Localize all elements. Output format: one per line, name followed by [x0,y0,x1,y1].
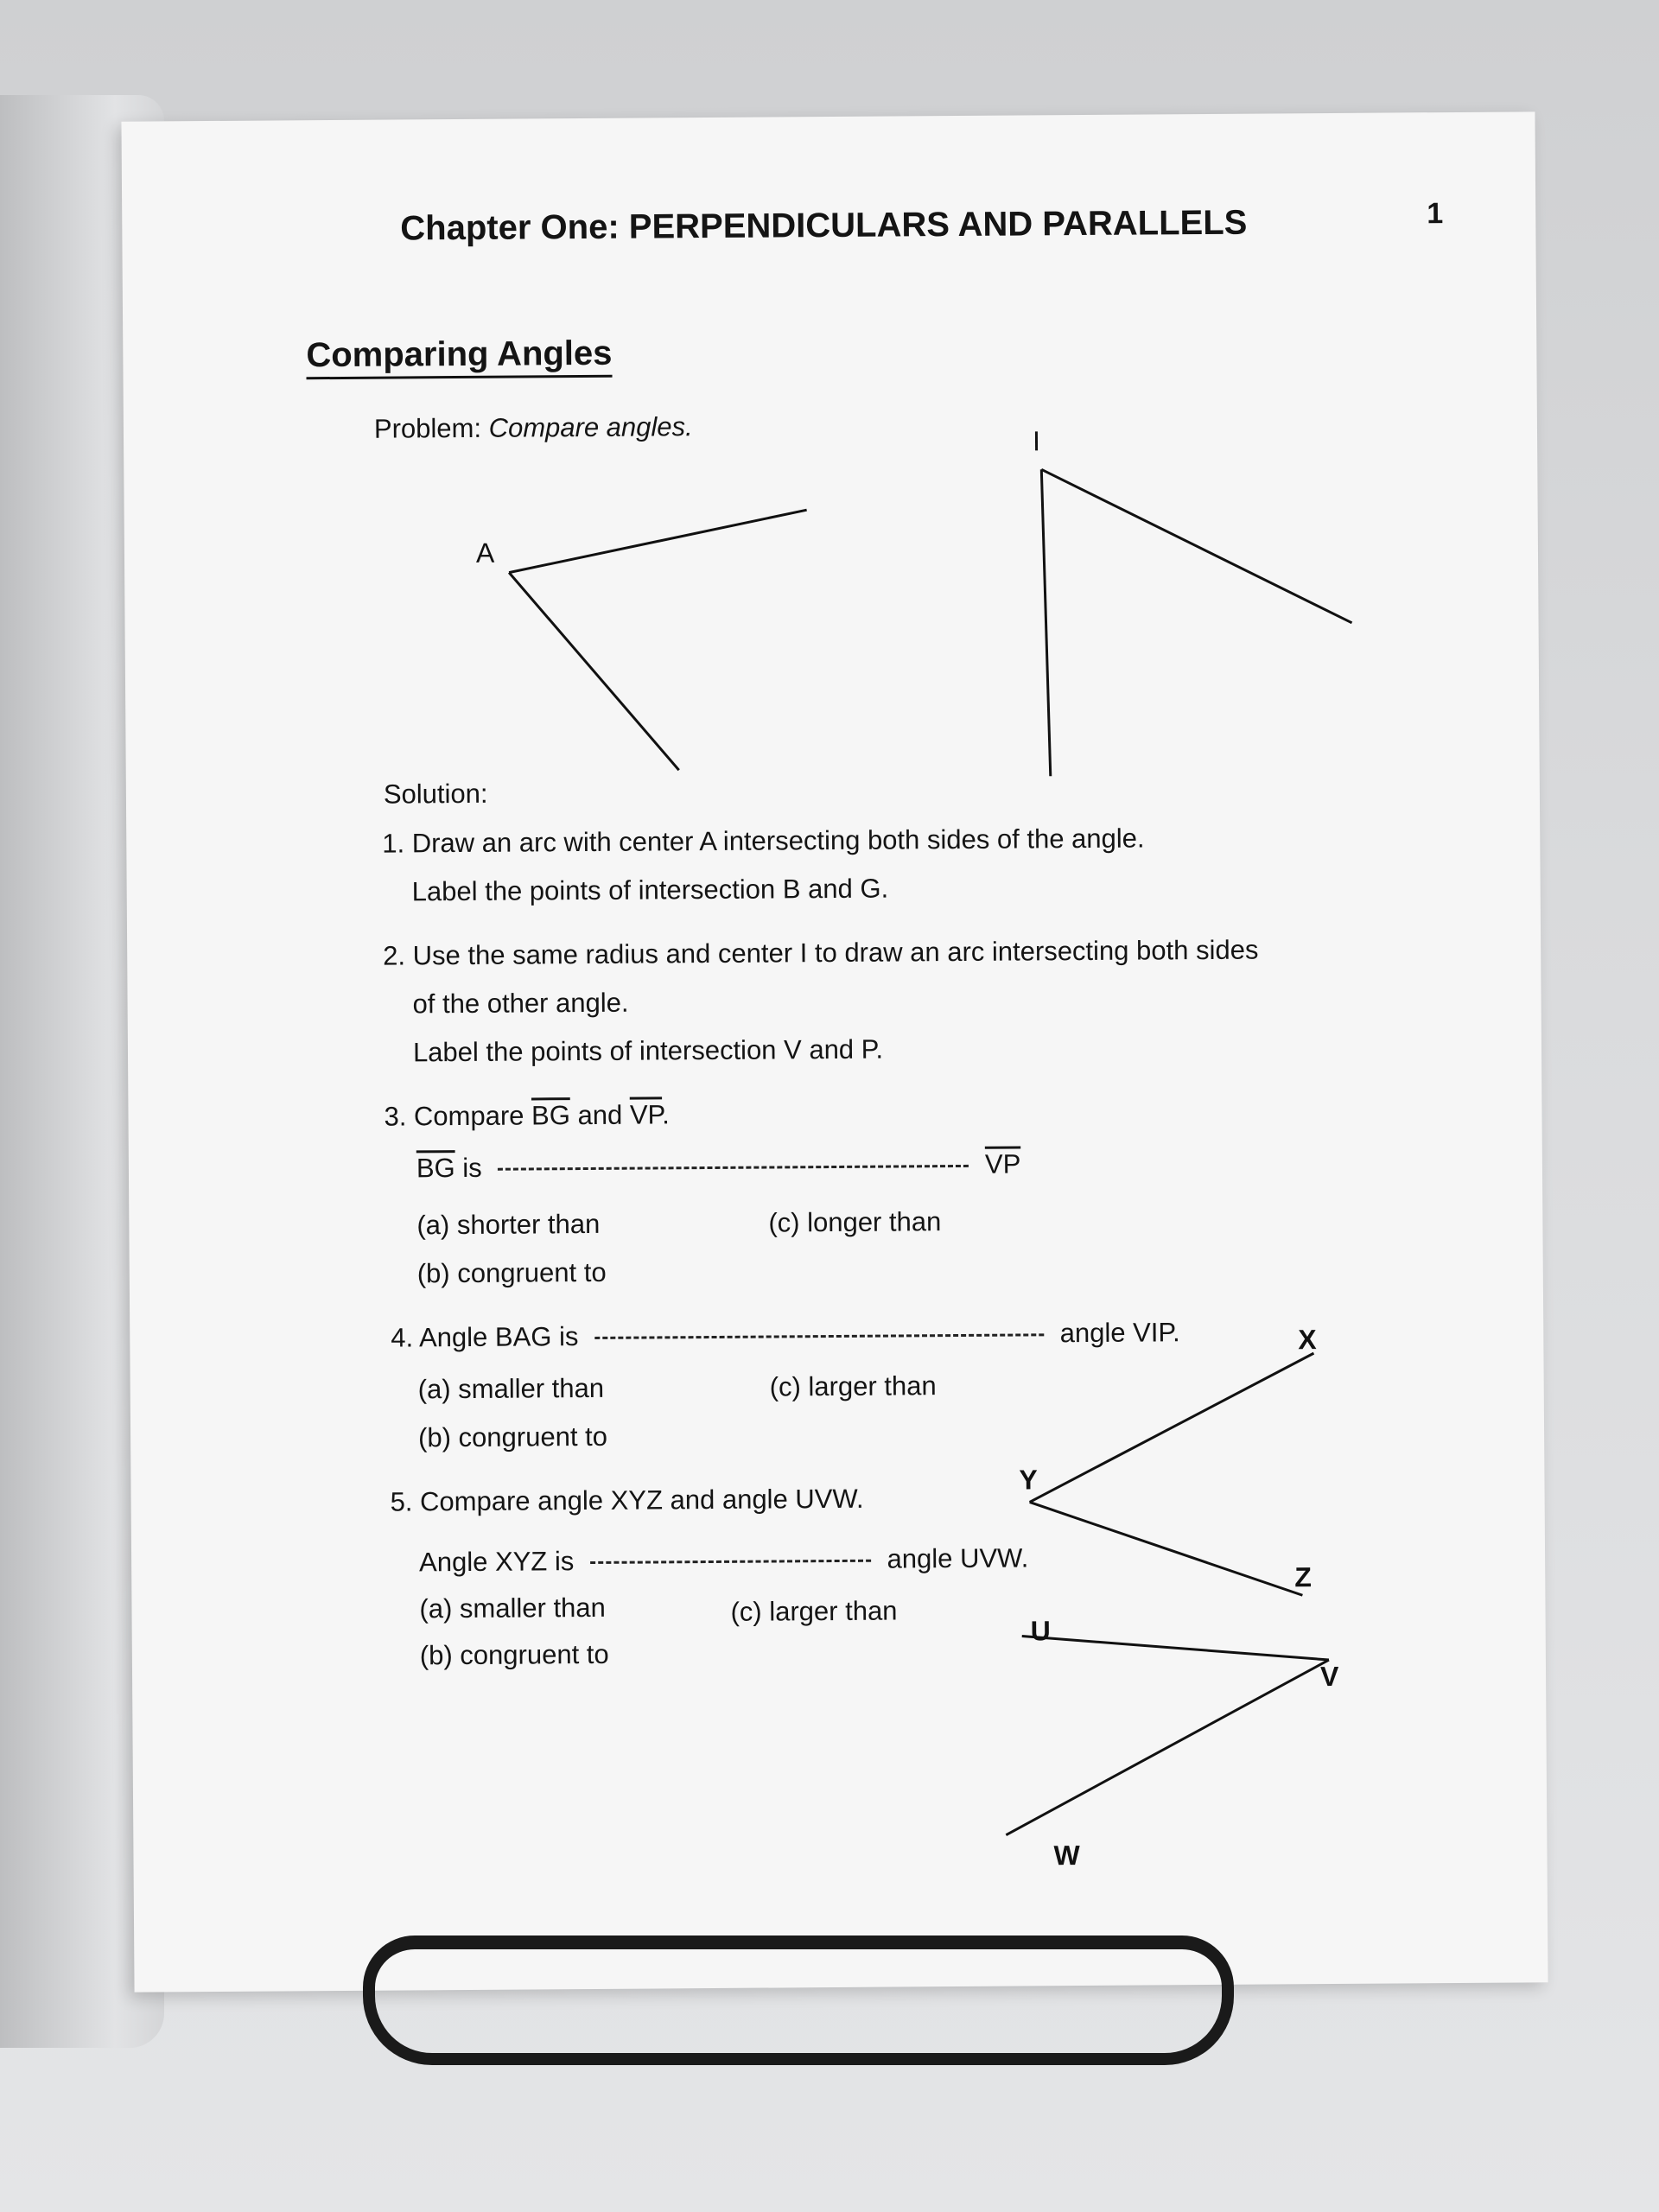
step5-line1: 5. Compare angle XYZ and angle UVW. [390,1483,864,1517]
section-title: Comparing Angles [306,334,612,379]
fill-segment-bg: $\overline{BG}$ [416,1153,455,1184]
step5-option-a: (a) smaller than [419,1592,606,1624]
step3-fill-blank [416,1149,1021,1185]
page-number: 1 [1427,197,1444,231]
label-a: A [475,537,495,569]
step3-option-a: (a) shorter than [416,1208,601,1241]
step4-prefix: 4. Angle BAG is [391,1321,579,1353]
step4-suffix: angle VIP. [1059,1317,1180,1349]
angle-y-upper-ray [1028,1353,1314,1502]
label-i: I [1032,425,1041,457]
step3-and: and [577,1099,623,1131]
step4-option-c: (c) larger than [769,1370,937,1402]
book-stand [363,1936,1234,2065]
label-x: X [1298,1324,1317,1356]
answer-blank-5[interactable] [590,1560,871,1564]
step5-prefix: Angle XYZ is [418,1546,575,1578]
step5-option-b: (b) congruent to [419,1638,609,1671]
angle-y-lower-ray [1030,1500,1303,1597]
step4-option-a: (a) smaller than [417,1372,605,1405]
step3-prefix: 3. Compare [384,1100,524,1132]
angle-i-slanted-ray [1041,467,1351,625]
step4-option-b: (b) congruent to [417,1421,608,1453]
step3-period: . [662,1099,670,1130]
step5-option-c: (c) larger than [730,1595,898,1627]
segment-bg: $\overline{BG}$ [531,1100,571,1131]
chapter-title: Chapter One: PERPENDICULARS AND PARALLELS [400,203,1248,248]
problem-label: Problem: [373,412,482,444]
step4-line [391,1317,1180,1353]
angle-i-vertical-ray [1041,469,1050,776]
step2-line3: Label the points of intersection V and P. [412,1033,884,1068]
step2-line2: of the other angle. [412,987,629,1020]
fill-segment-vp: $\overline{VP}$ [984,1148,1021,1179]
step2-line1: 2. Use the same radius and center I to draw an arc intersecting both sides [383,934,1259,971]
label-u: U [1030,1615,1051,1647]
answer-blank-3[interactable] [498,1165,969,1171]
step5-fill-blank [419,1542,1028,1578]
step3-line [384,1099,670,1132]
workbook-page [121,111,1548,1992]
angle-v-upper-ray [1022,1634,1329,1662]
angle-v-lower-ray [1005,1660,1330,1835]
step1-line1: 1. Draw an arc with center A intersecting both sides of the angle. [382,823,1145,859]
segment-vp: $\overline{VP}$ [629,1099,663,1130]
answer-blank-4[interactable] [594,1334,1044,1340]
label-z: Z [1294,1561,1312,1593]
label-v: V [1319,1660,1339,1693]
angle-a-upper-ray [509,510,807,572]
step3-option-c: (c) longer than [768,1206,942,1238]
angle-a-lower-ray [509,571,679,771]
label-w: W [1053,1840,1080,1872]
fill-is: is [462,1152,482,1184]
problem-text: Compare angles. [488,411,693,443]
solution-label: Solution: [383,778,488,810]
step3-option-b: (b) congruent to [416,1256,607,1289]
step5-suffix: angle UVW. [887,1542,1029,1574]
label-y: Y [1019,1464,1038,1496]
step1-line2: Label the points of intersection B and G. [411,873,889,907]
